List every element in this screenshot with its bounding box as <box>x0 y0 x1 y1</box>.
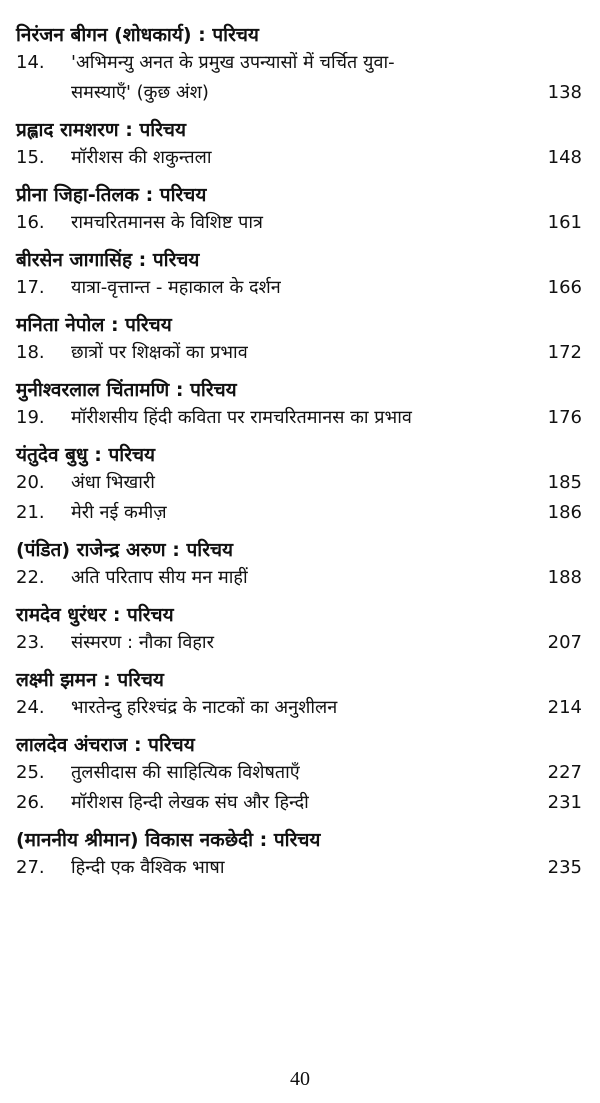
entry-title <box>71 338 522 368</box>
toc-entry[interactable] <box>16 563 582 593</box>
entry-number: 22. <box>16 567 45 588</box>
entry-title-line: मॉरीशस हिन्दी लेखक संघ और हिन्दी <box>71 792 309 813</box>
entry-title <box>71 788 522 818</box>
toc-section <box>16 117 582 173</box>
author-heading: प्रह्लाद रामशरण : परिचय <box>16 119 187 141</box>
entry-page-number: 166 <box>547 277 582 298</box>
toc-entry[interactable] <box>16 273 582 303</box>
entry-page-number: 186 <box>547 502 582 523</box>
author-heading: प्रीना जिहा-तिलक : परिचय <box>16 184 207 206</box>
entry-title <box>71 143 522 173</box>
toc-entry[interactable] <box>16 403 582 433</box>
entry-title-line: मॉरीशस की शकुन्तला <box>71 147 212 168</box>
entry-title-line: अंधा भिखारी <box>71 472 155 493</box>
toc-section <box>16 602 582 658</box>
toc-section <box>16 247 582 303</box>
entry-number: 25. <box>16 762 45 783</box>
author-heading: लालदेव अंचराज : परिचय <box>16 734 195 756</box>
author-heading: बीरसेन जागासिंह : परिचय <box>16 249 200 271</box>
entry-number: 26. <box>16 792 45 813</box>
entry-title-line: यात्रा-वृत्तान्त - महाकाल के दर्शन <box>71 277 281 298</box>
entry-title-line: भारतेन्दु हरिश्चंद्र के नाटकों का अनुशीलन <box>71 697 338 718</box>
entry-number: 16. <box>16 212 45 233</box>
author-heading: (पंडित) राजेन्द्र अरुण : परिचय <box>16 539 234 561</box>
entry-page-number: 235 <box>547 857 582 878</box>
toc-entry[interactable] <box>16 853 582 883</box>
entry-title-line: हिन्दी एक वैश्विक भाषा <box>71 857 225 878</box>
author-heading: यंतुदेव बुधु : परिचय <box>16 444 156 466</box>
entry-title-line: अति परिताप सीय मन माहीं <box>71 567 248 588</box>
entry-title <box>71 273 522 303</box>
table-of-contents <box>16 22 582 883</box>
toc-section <box>16 22 582 108</box>
entry-title <box>71 403 522 433</box>
entry-title <box>71 693 522 723</box>
entry-number: 15. <box>16 147 45 168</box>
entry-number: 19. <box>16 407 45 428</box>
entry-page-number: 185 <box>547 472 582 493</box>
entry-title <box>71 563 522 593</box>
author-heading: (माननीय श्रीमान) विकास नकछेदी : परिचय <box>16 829 321 851</box>
toc-section <box>16 732 582 818</box>
toc-entry[interactable] <box>16 143 582 173</box>
entry-page-number: 161 <box>547 212 582 233</box>
toc-entry[interactable] <box>16 208 582 238</box>
toc-section <box>16 182 582 238</box>
author-heading: रामदेव धुरंधर : परिचय <box>16 604 174 626</box>
toc-entry[interactable] <box>16 628 582 658</box>
entry-title-line: समस्याएँ' (कुछ अंश) <box>71 82 209 103</box>
toc-section <box>16 667 582 723</box>
toc-section <box>16 827 582 883</box>
entry-page-number: 188 <box>547 567 582 588</box>
entry-number: 21. <box>16 502 45 523</box>
entry-page-number: 214 <box>547 697 582 718</box>
entry-number: 27. <box>16 857 45 878</box>
entry-title <box>71 628 522 658</box>
entry-title <box>71 498 522 528</box>
entry-title-line: संस्मरण : नौका विहार <box>71 632 214 653</box>
author-heading: मनिता नेपोल : परिचय <box>16 314 172 336</box>
entry-title-line: मेरी नई कमीज़ <box>71 502 167 523</box>
entry-title <box>71 758 522 788</box>
entry-number: 17. <box>16 277 45 298</box>
toc-entry[interactable] <box>16 788 582 818</box>
entry-number: 20. <box>16 472 45 493</box>
entry-title <box>71 853 522 883</box>
toc-section <box>16 442 582 528</box>
entry-page-number: 227 <box>547 762 582 783</box>
toc-section <box>16 312 582 368</box>
entry-number: 18. <box>16 342 45 363</box>
entry-title-line: 'अभिमन्यु अनत के प्रमुख उपन्यासों में चर्चित युवा- <box>71 52 395 73</box>
toc-entry[interactable] <box>16 468 582 498</box>
entry-number: 14. <box>16 52 45 73</box>
entry-page-number: 176 <box>547 407 582 428</box>
page-number: 40 <box>290 1068 310 1090</box>
entry-title-line: तुलसीदास की साहित्यिक विशेषताएँ <box>71 762 300 783</box>
toc-entry[interactable] <box>16 498 582 528</box>
toc-entry[interactable] <box>16 758 582 788</box>
entry-number: 24. <box>16 697 45 718</box>
toc-entry[interactable] <box>16 48 582 108</box>
entry-page-number: 172 <box>547 342 582 363</box>
toc-entry[interactable] <box>16 693 582 723</box>
entry-title-line: मॉरीशसीय हिंदी कविता पर रामचरितमानस का प्रभाव <box>71 407 412 428</box>
toc-section <box>16 377 582 433</box>
entry-title <box>71 468 522 498</box>
entry-page-number: 148 <box>547 147 582 168</box>
entry-page-number: 138 <box>547 82 582 103</box>
entry-title <box>71 208 522 238</box>
author-heading: लक्ष्मी झमन : परिचय <box>16 669 164 691</box>
entry-title <box>71 48 522 108</box>
entry-title-line: छात्रों पर शिक्षकों का प्रभाव <box>71 342 248 363</box>
entry-page-number: 207 <box>547 632 582 653</box>
entry-page-number: 231 <box>547 792 582 813</box>
entry-number: 23. <box>16 632 45 653</box>
author-heading: मुनीश्वरलाल चिंतामणि : परिचय <box>16 379 237 401</box>
author-heading: निरंजन बीगन (शोधकार्य) : परिचय <box>16 24 259 46</box>
toc-section <box>16 537 582 593</box>
entry-title-line: रामचरितमानस के विशिष्ट पात्र <box>71 212 263 233</box>
toc-entry[interactable] <box>16 338 582 368</box>
